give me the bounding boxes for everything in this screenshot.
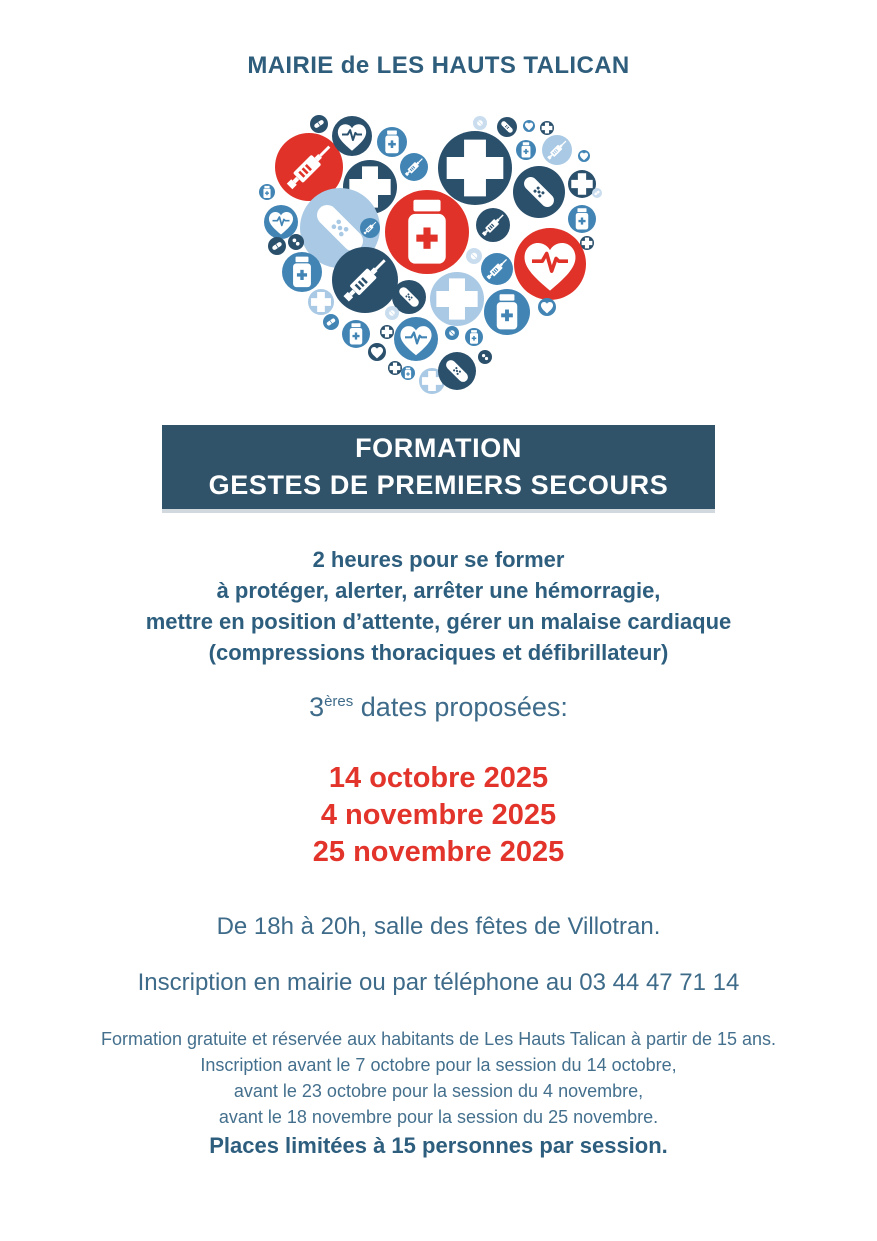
- dates-heading-superscript: ères: [324, 693, 354, 710]
- syringe-icon: [400, 153, 428, 181]
- cross-icon: [308, 289, 334, 315]
- intro-line: 2 heures pour se former: [312, 547, 565, 572]
- pill-bottle-icon: [385, 190, 469, 274]
- training-description: [0, 544, 877, 668]
- heart-icon: [368, 343, 386, 361]
- capsule-icon: [310, 115, 328, 133]
- medical-heart-illustration: [250, 95, 640, 405]
- pill-bottle-icon: [465, 328, 483, 346]
- session-date: 4 novembre 2025: [320, 799, 557, 831]
- pill-bottle-icon: [401, 366, 415, 380]
- capsule-icon: [268, 237, 286, 255]
- cross-icon: [380, 325, 394, 339]
- pills-icon: [288, 234, 304, 250]
- cross-icon: [568, 170, 596, 198]
- syringe-icon: [481, 253, 513, 285]
- heart-pulse-icon: [332, 116, 372, 156]
- session-date: 14 octobre 2025: [328, 762, 549, 794]
- syringe-icon: [542, 135, 572, 165]
- pill-icon: [466, 248, 482, 264]
- capsule-icon: [592, 188, 602, 198]
- pill-bottle-icon: [282, 252, 322, 292]
- pill-icon: [385, 306, 399, 320]
- syringe-icon: [476, 208, 510, 242]
- syringe-icon: [332, 247, 398, 313]
- dates-heading-rest: dates proposées:: [353, 692, 568, 722]
- mairie-title: MAIRIE de LES HAUTS TALICAN: [247, 52, 630, 79]
- heart-pulse-icon: [394, 317, 438, 361]
- cross-icon: [438, 131, 512, 205]
- heart-icon: [578, 150, 590, 162]
- detail-line: avant le 18 novembre pour la session du 25 novembre.: [218, 1107, 659, 1127]
- dates-heading: [0, 692, 877, 723]
- pill-bottle-icon: [259, 184, 275, 200]
- intro-line: à protéger, alerter, arrêter une hémorragie,: [216, 578, 661, 603]
- session-dates: [0, 760, 877, 871]
- cross-icon: [388, 361, 402, 375]
- banner-line1: FORMATION: [355, 433, 522, 463]
- heart-icon: [538, 298, 556, 316]
- cross-icon: [430, 272, 484, 326]
- capacity-line: Places limitées à 15 personnes par session.: [209, 1133, 668, 1158]
- banner-line2: GESTES DE PREMIERS SECOURS: [208, 470, 669, 500]
- pill-bottle-icon: [484, 289, 530, 335]
- pill-bottle-icon: [342, 320, 370, 348]
- pill-icon: [445, 326, 459, 340]
- syringe-icon: [360, 218, 380, 238]
- intro-line: mettre en position d’attente, gérer un malaise cardiaque: [145, 609, 732, 634]
- pills-icon: [478, 350, 492, 364]
- pill-bottle-icon: [516, 140, 536, 160]
- heart-icon: [523, 120, 535, 132]
- pill-icon: [473, 116, 487, 130]
- detail-line: avant le 23 octobre pour la session du 4 novembre,: [233, 1081, 644, 1101]
- heart-pulse-icon: [514, 228, 586, 300]
- detail-line: Inscription avant le 7 octobre pour la session du 14 octobre,: [200, 1055, 677, 1075]
- formation-banner: [162, 425, 715, 509]
- dates-heading-number: 3: [309, 692, 325, 722]
- session-date: 25 novembre 2025: [312, 836, 565, 868]
- bandage-icon: [513, 166, 565, 218]
- capsule-icon: [323, 314, 339, 330]
- bandage-icon: [497, 117, 517, 137]
- pill-bottle-icon: [568, 205, 596, 233]
- detail-line: Formation gratuite et réservée aux habitants de Les Hauts Talican à partir de 15 ans.: [100, 1029, 777, 1049]
- intro-line: (compressions thoraciques et défibrillateur): [208, 640, 669, 665]
- schedule-line: De 18h à 20h, salle des fêtes de Villotran.: [216, 913, 661, 940]
- conditions-details: [0, 1026, 877, 1130]
- cross-icon: [540, 121, 554, 135]
- registration-line: Inscription en mairie ou par téléphone au 03 44 47 71 14: [137, 969, 740, 996]
- pill-bottle-icon: [377, 127, 407, 157]
- bandage-icon: [438, 352, 476, 390]
- heart-pulse-icon: [264, 205, 298, 239]
